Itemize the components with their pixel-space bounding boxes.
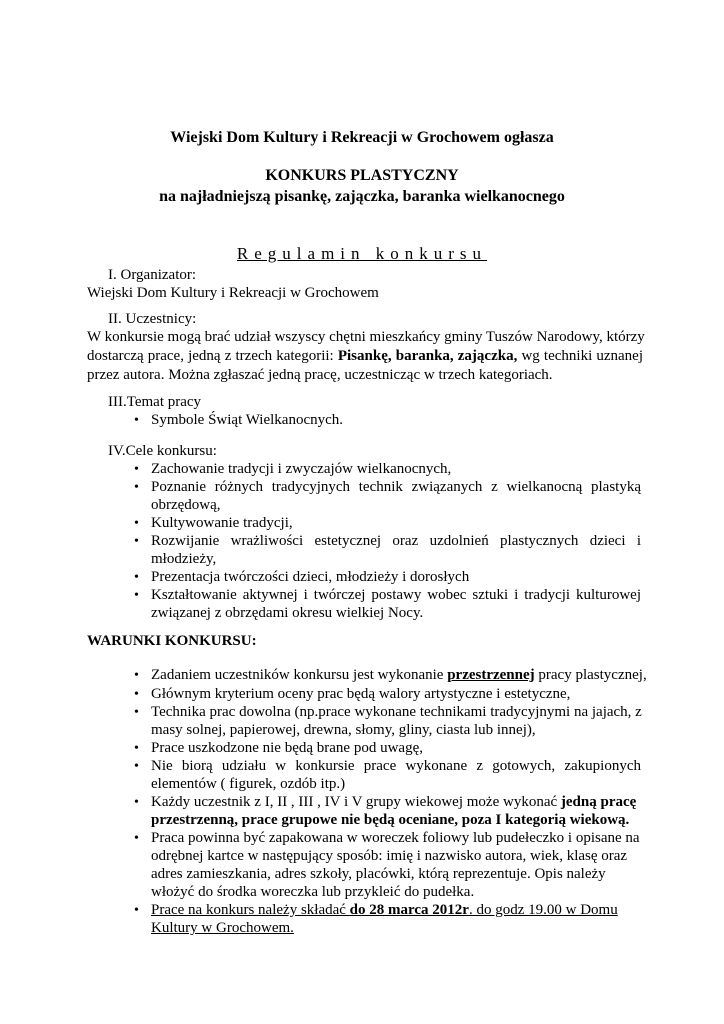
list-item-continued: elementów ( figurek, ozdób itp.) bbox=[151, 776, 346, 792]
bullet-icon: • bbox=[134, 516, 139, 531]
list-item: Symbole Świąt Wielkanocnych. bbox=[151, 412, 344, 428]
section-organizer-heading: I. Organizator: bbox=[108, 267, 197, 283]
section-participants-line: dostarczą prace, jedną z trzech kategorii: Pisankę, baranka, zajączka, wg techniki uznanej bbox=[87, 348, 643, 364]
list-item-continued: adres zamieszkania, adres szkoły, placówki, którą reprezentuje. Opis należy bbox=[151, 866, 606, 882]
list-item-continued: odrębnej kartce w następujący sposób: imię i nazwisko autora, wiek, klasę oraz bbox=[151, 848, 628, 864]
list-item-continued: młodzieży, bbox=[151, 551, 217, 567]
list-item: Prezentacja twórczości dzieci, młodzieży i dorosłych bbox=[151, 569, 470, 585]
list-item: Zadaniem uczestników konkursu jest wykonanie przestrzennej pracy plastycznej, bbox=[151, 667, 647, 683]
bullet-icon: • bbox=[134, 687, 139, 702]
list-item-continued: Kultury w Grochowem. bbox=[151, 920, 294, 936]
list-item: Kultywowanie tradycji, bbox=[151, 515, 293, 531]
list-item: Zachowanie tradycji i zwyczajów wielkanocnych, bbox=[151, 461, 452, 477]
section-topic-heading: III.Temat pracy bbox=[108, 394, 202, 410]
contest-subtitle: na najładniejszą pisankę, zajączka, baranka wielkanocnego bbox=[159, 188, 565, 205]
list-item-continued: związanej z obrzędami okresu wielkiej Nocy. bbox=[151, 605, 424, 621]
bullet-icon: • bbox=[134, 831, 139, 846]
section-participants-line: W konkursie mogą brać udział wszyscy chętni mieszkańcy gminy Tuszów Narodowy, którzy bbox=[87, 329, 645, 345]
list-item: Nie biorą udziału w konkursie prace wykonane z gotowych, zakupionych bbox=[151, 758, 641, 774]
announcement-header: Wiejski Dom Kultury i Rekreacji w Grochowem ogłasza bbox=[170, 129, 554, 146]
conditions-heading: WARUNKI KONKURSU: bbox=[87, 633, 257, 649]
list-item-continued: włożyć do środka woreczka lub przykleić do pudełka. bbox=[151, 884, 475, 900]
bullet-icon: • bbox=[134, 413, 139, 428]
bullet-icon: • bbox=[134, 903, 139, 918]
list-item-continued: masy solnej, papierowej, drewna, słomy, gliny, ciasta lub innej), bbox=[151, 722, 536, 738]
bullet-icon: • bbox=[134, 534, 139, 549]
section-organizer-text: Wiejski Dom Kultury i Rekreacji w Grochowem bbox=[87, 285, 379, 301]
bullet-icon: • bbox=[134, 759, 139, 774]
bullet-icon: • bbox=[134, 570, 139, 585]
bullet-icon: • bbox=[134, 668, 139, 683]
list-item: Rozwijanie wrażliwości estetycznej oraz uzdolnień plastycznych dzieci i bbox=[151, 533, 641, 549]
bullet-icon: • bbox=[134, 705, 139, 720]
bullet-icon: • bbox=[134, 588, 139, 603]
section-goals-heading: IV.Cele konkursu: bbox=[108, 443, 217, 459]
bullet-icon: • bbox=[134, 795, 139, 810]
list-item-continued: przestrzenną, prace grupowe nie będą oceniane, poza I kategorią wiekową. bbox=[151, 812, 630, 828]
list-item: Prace uszkodzone nie będą brane pod uwagę, bbox=[151, 740, 423, 756]
contest-title: KONKURS PLASTYCZNY bbox=[265, 167, 459, 184]
list-item: Każdy uczestnik z I, II , III , IV i V grupy wiekowej może wykonać jedną pracę bbox=[151, 794, 637, 810]
list-item-continued: obrzędową, bbox=[151, 497, 221, 513]
bullet-icon: • bbox=[134, 462, 139, 477]
list-item: Kształtowanie aktywnej i twórczej postawy wobec sztuki i tradycji kulturowej bbox=[151, 587, 641, 603]
list-item: Głównym kryterium oceny prac będą walory artystyczne i estetyczne, bbox=[151, 686, 571, 702]
list-item: Poznanie różnych tradycyjnych technik związanych z wielkanocną plastyką bbox=[151, 479, 641, 495]
list-item: Technika prac dowolna (np.prace wykonane technikami tradycyjnymi na jajach, z bbox=[151, 704, 642, 720]
bullet-icon: • bbox=[134, 741, 139, 756]
list-item: Praca powinna być zapakowana w woreczek foliowy lub pudełeczko i opisane na bbox=[151, 830, 640, 846]
section-participants-heading: II. Uczestnicy: bbox=[108, 311, 197, 327]
regulations-title: Regulamin konkursu bbox=[236, 244, 488, 263]
section-participants-line: przez autora. Można zgłaszać jedną pracę, uczestnicząc w trzech kategoriach. bbox=[87, 367, 553, 383]
list-item: Prace na konkurs należy składać do 28 marca 2012r. do godz 19.00 w Domu bbox=[151, 902, 618, 918]
bullet-icon: • bbox=[134, 480, 139, 495]
